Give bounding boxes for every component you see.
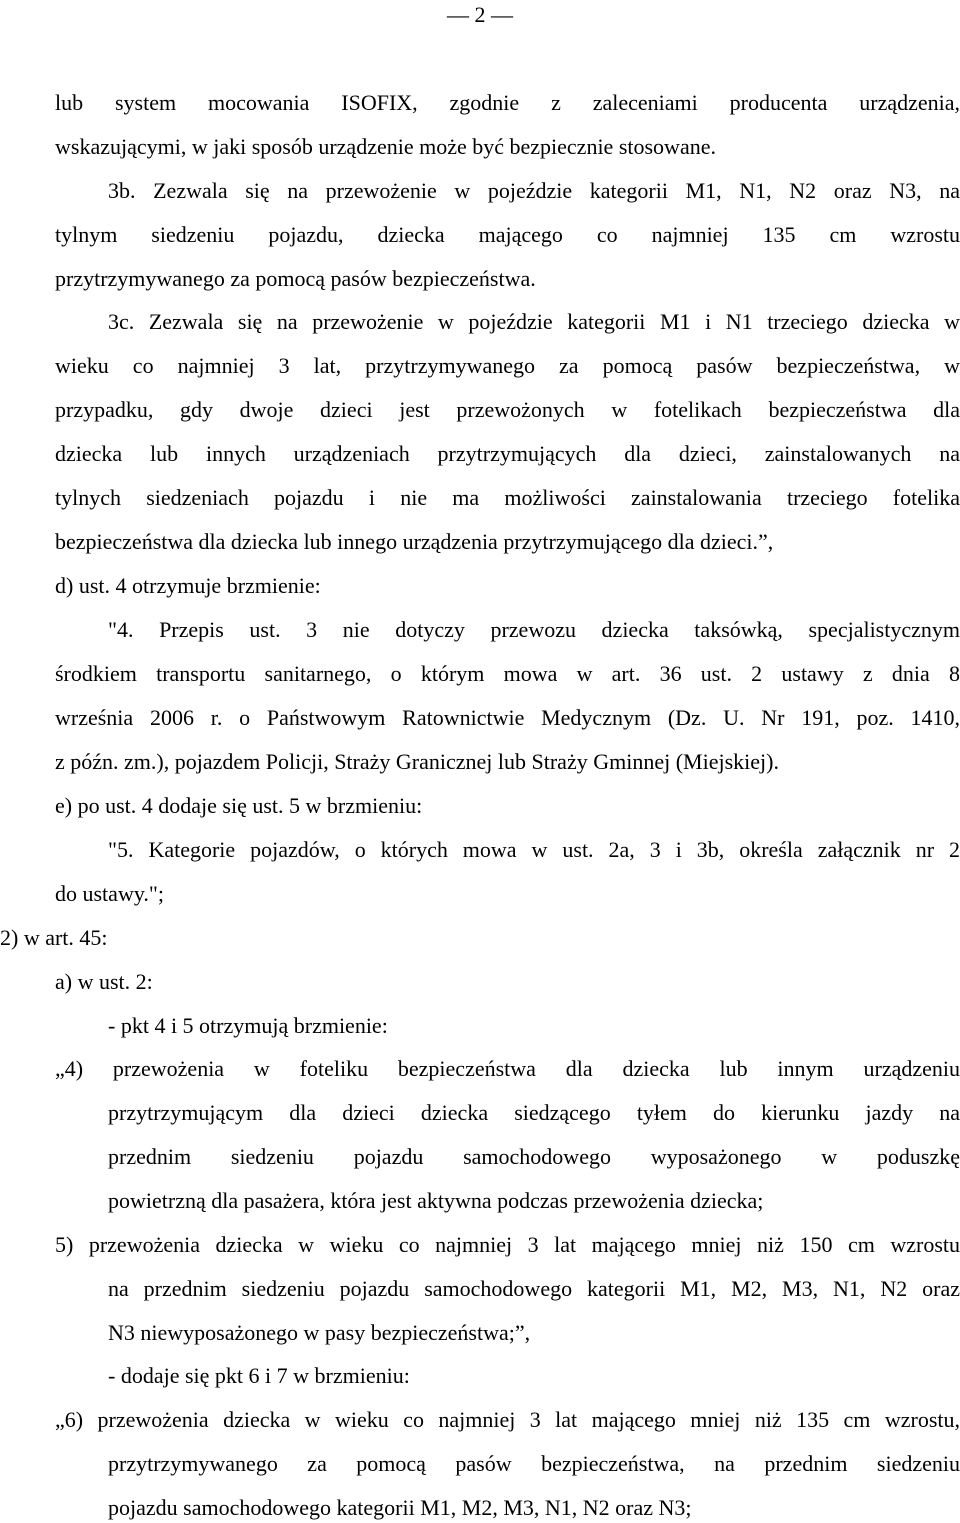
text-line: 3b. Zezwala się na przewożenie w pojeździe kategorii M1, N1, N2 oraz N3, na (108, 178, 960, 203)
text-line: tylnych siedzeniach pojazdu i nie ma możliwości zainstalowania trzeciego fotelika (55, 485, 960, 510)
text-line: dziecka lub innych urządzeniach przytrzymujących dla dzieci, zainstalowanych na (55, 441, 960, 466)
text-line: - dodaje się pkt 6 i 7 w brzmieniu: (108, 1363, 410, 1388)
text-line: przytrzymywanego za pomocą pasów bezpieczeństwa, na przednim siedzeniu (108, 1451, 960, 1476)
text-line: N3 niewyposażonego w pasy bezpieczeństwa;”, (108, 1320, 531, 1345)
text-line: przytrzymywanego za pomocą pasów bezpieczeństwa. (55, 266, 536, 291)
text-line: powietrzną dla pasażera, która jest aktywna podczas przewożenia dziecka; (108, 1188, 764, 1213)
text-line: pojazdu samochodowego kategorii M1, M2, M3, N1, N2 oraz N3; (108, 1495, 692, 1520)
text-line: „4) przewożenia w foteliku bezpieczeństwa dla dziecka lub innym urządzeniu (55, 1056, 960, 1081)
text-line: „6) przewożenia dziecka w wieku co najmniej 3 lat mającego mniej niż 135 cm wzrostu, (55, 1407, 960, 1432)
text-line: d) ust. 4 otrzymuje brzmienie: (55, 573, 321, 598)
text-line: z późn. zm.), pojazdem Policji, Straży Granicznej lub Straży Gminnej (Miejskiej). (55, 749, 779, 774)
text-line: 3c. Zezwala się na przewożenie w pojeździe kategorii M1 i N1 trzeciego dziecka w (108, 309, 960, 334)
text-line: e) po ust. 4 dodaje się ust. 5 w brzmieniu: (55, 793, 423, 818)
text-line: 2) w art. 45: (0, 925, 108, 950)
text-line: przypadku, gdy dwoje dzieci jest przewożonych w fotelikach bezpieczeństwa dla (55, 397, 960, 422)
text-line: tylnym siedzeniu pojazdu, dziecka mającego co najmniej 135 cm wzrostu (55, 222, 960, 247)
page-number: — 2 — (447, 2, 513, 27)
text-line: 5) przewożenia dziecka w wieku co najmniej 3 lat mającego mniej niż 150 cm wzrostu (55, 1232, 960, 1257)
text-line: "5. Kategorie pojazdów, o których mowa w ust. 2a, 3 i 3b, określa załącznik nr 2 (108, 837, 960, 862)
text-line: do ustawy."; (55, 881, 164, 906)
text-line: bezpieczeństwa dla dziecka lub innego urządzenia przytrzymującego dla dzieci.”, (55, 529, 774, 554)
text-line: na przednim siedzeniu pojazdu samochodowego kategorii M1, M2, M3, N1, N2 oraz (108, 1276, 960, 1301)
text-line: lub system mocowania ISOFIX, zgodnie z zaleceniami producenta urządzenia, (55, 90, 960, 115)
text-line: środkiem transportu sanitarnego, o którym mowa w art. 36 ust. 2 ustawy z dnia 8 (55, 661, 960, 686)
text-line: - pkt 4 i 5 otrzymują brzmienie: (108, 1013, 388, 1038)
text-line: przytrzymującym dla dzieci dziecka siedzącego tyłem do kierunku jazdy na (108, 1100, 960, 1125)
text-line: przednim siedzeniu pojazdu samochodowego wyposażonego w poduszkę (108, 1144, 960, 1169)
text-line: wieku co najmniej 3 lat, przytrzymywanego za pomocą pasów bezpieczeństwa, w (55, 353, 960, 378)
text-line: wskazującymi, w jaki sposób urządzenie może być bezpiecznie stosowane. (55, 134, 716, 159)
text-line: września 2006 r. o Państwowym Ratownictwie Medycznym (Dz. U. Nr 191, poz. 1410, (55, 705, 960, 730)
text-line: a) w ust. 2: (55, 969, 153, 994)
text-line: "4. Przepis ust. 3 nie dotyczy przewozu dziecka taksówką, specjalistycznym (108, 617, 960, 642)
